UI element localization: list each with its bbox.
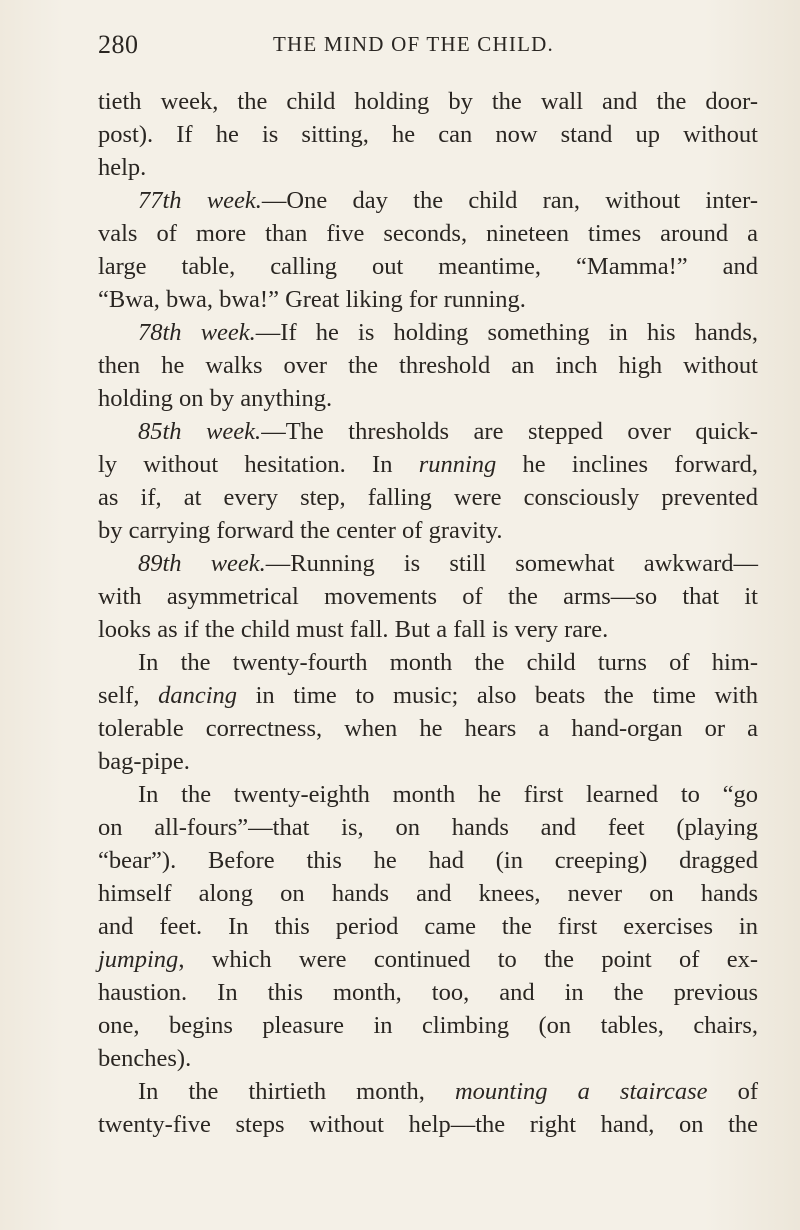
- page-number: 280: [98, 30, 139, 59]
- text-line: 78th week.—If he is holding something in his hands,: [138, 319, 758, 346]
- running-title: THE MIND OF THE CHILD.: [273, 32, 554, 56]
- week-heading: 89th week.: [138, 550, 266, 577]
- emphasis: mounting a staircase: [454, 1078, 708, 1105]
- text-line: bag-pipe.: [98, 748, 190, 775]
- week-heading: 85th week.: [138, 418, 262, 445]
- text-line: as if, at every step, falling were consciously prevented: [98, 484, 758, 511]
- text-line: In the twenty-fourth month the child turns of him-: [138, 649, 758, 676]
- text-line: In the thirtieth month, mounting a staircase of: [138, 1078, 758, 1105]
- text-line: jumping, which were continued to the point of ex-: [98, 946, 758, 973]
- text-line: on all-fours”—that is, on hands and feet (playing: [98, 814, 758, 841]
- text-line: 85th week.—The thresholds are stepped over quick-: [138, 418, 758, 445]
- text-line: benches).: [98, 1045, 192, 1072]
- week-heading: 77th week.: [138, 187, 262, 214]
- text-line: then he walks over the threshold an inch high without: [98, 352, 758, 379]
- text-line: one, begins pleasure in climbing (on tables, chairs,: [98, 1012, 758, 1039]
- text-line: post). If he is sitting, he can now stand up without: [98, 121, 758, 148]
- text-line: by carrying forward the center of gravity.: [98, 517, 503, 544]
- text-line: large table, calling out meantime, “Mamma!” and: [98, 253, 758, 280]
- text-line: tolerable correctness, when he hears a hand-organ or a: [98, 715, 758, 742]
- text-line: ly without hesitation. In running he inclines forward,: [98, 451, 759, 478]
- text-line: himself along on hands and knees, never on hands: [98, 880, 758, 907]
- emphasis: jumping: [98, 946, 179, 973]
- text-line: haustion. In this month, too, and in the previous: [98, 979, 758, 1006]
- text-line: self, dancing in time to music; also beats the time with: [98, 682, 759, 709]
- emphasis: dancing: [158, 682, 238, 709]
- text-line: with asymmetrical movements of the arms—so that it: [98, 583, 758, 610]
- week-heading: 78th week.: [138, 319, 256, 346]
- text-line: “Bwa, bwa, bwa!” Great liking for running.: [98, 286, 526, 313]
- text-line: 77th week.—One day the child ran, without inter-: [138, 187, 758, 214]
- page-header: [98, 30, 758, 70]
- text-line: vals of more than five seconds, nineteen times around a: [98, 220, 758, 247]
- text-line: “bear”). Before this he had (in creeping) dragged: [98, 847, 758, 874]
- emphasis: running: [418, 451, 497, 478]
- text-line: 89th week.—Running is still somewhat awkward—: [138, 550, 758, 577]
- text-line: tieth week, the child holding by the wall and the door-: [98, 88, 758, 115]
- text-line: and feet. In this period came the first exercises in: [98, 913, 758, 940]
- text-line: looks as if the child must fall. But a fall is very rare.: [98, 616, 609, 643]
- text-line: In the twenty-eighth month he first learned to “go: [138, 781, 758, 808]
- text-line: help.: [98, 154, 147, 181]
- text-line: holding on by anything.: [98, 385, 333, 412]
- text-line: twenty-five steps without help—the right hand, on the: [98, 1111, 758, 1138]
